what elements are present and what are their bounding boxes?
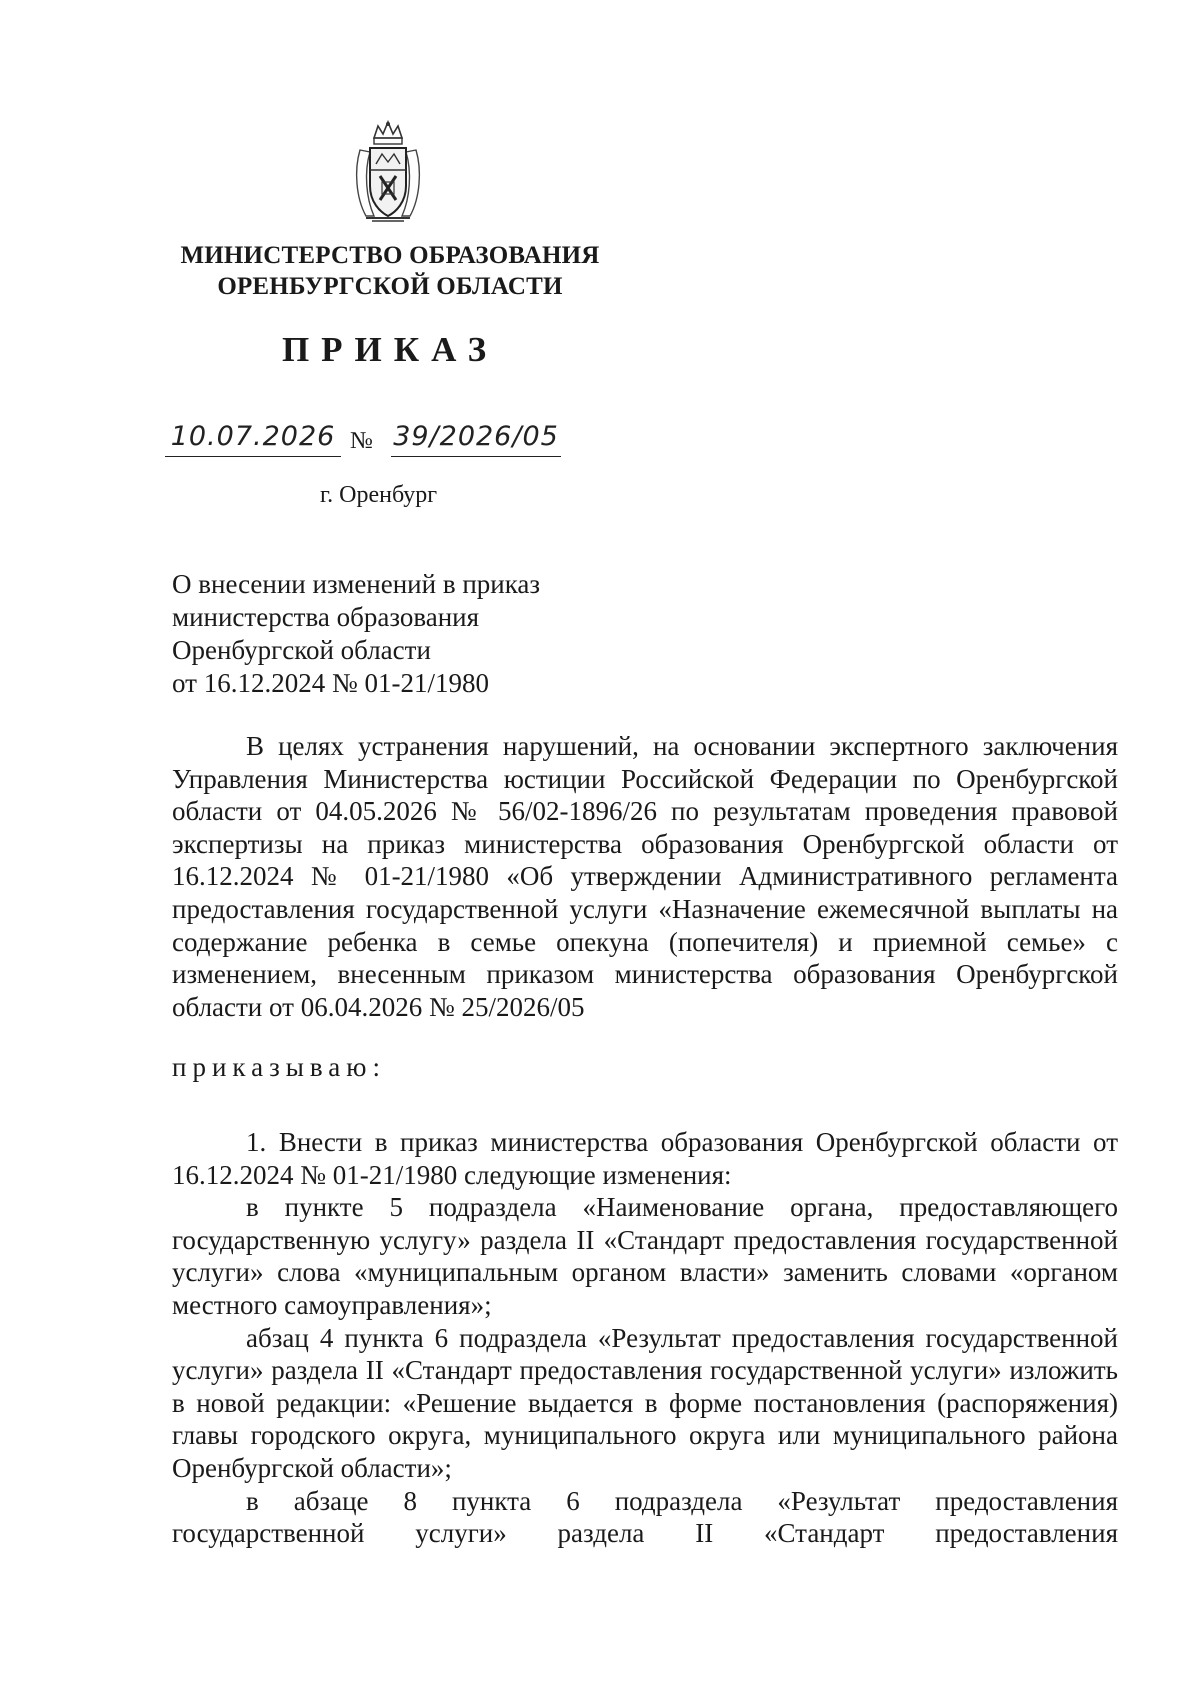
order-items [172,1126,1118,1550]
order-subject [172,568,592,700]
ministry-name-line2: ОРЕНБУРГСКОЙ ОБЛАСТИ [217,273,563,300]
preamble-paragraph: В целях устранения нарушений, на основании экспертного заключения Управления Министерства юстиции Российской Федерации по Оренбургской области от 04.05.2026 № 56/02-1896/26 по результатам проведения правовой экспертизы на приказ министерства образования Оренбургской области от 16.12.2024 № 01-21/1980 «Об утверждении Административного регламента предоставления государственной услуги «Назначение ежемесячной выплаты на содержание ребенка в семье опекуна (попечителя) и приемной семье» с изменением, внесенным приказом министерства образования Оренбургской области от 06.04.2026 № 25/2026/05 [172,731,1118,1022]
document-type-title: ПРИКАЗ [281,330,499,369]
ministry-name-line1: МИНИСТЕРСТВО ОБРАЗОВАНИЯ [180,242,600,269]
coat-of-arms-icon [352,120,424,224]
issue-city: г. Оренбург [320,482,438,508]
subject-line: министерства образования [172,602,480,632]
registration-line [165,420,605,460]
subject-line: Оренбургской области [172,635,431,665]
order-number-handwritten: 39/2026/05 [391,420,561,457]
number-sign: № [350,428,373,454]
preamble-block [172,730,1118,1023]
order-item-paragraph: 1. Внести в приказ министерства образования Оренбургской области от 16.12.2024 № 01-21/1980 следующие изменения: [172,1127,1118,1190]
subject-line: О внесении изменений в приказ [172,569,541,599]
ministry-name [150,240,630,302]
order-item-paragraph: в абзаце 8 пункта 6 подраздела «Результат предоставления государственной услуги» раздела II «Стандарт предоставления [172,1485,1118,1549]
order-item-paragraph: абзац 4 пункта 6 подраздела «Результат предоставления государственной услуги» раздела II «Стандарт предоставления государственной услуги» изложить в новой редакции: «Решение выдается в форме постановления (распоряжения) главы городского округа, муниципального округа или муниципального района Оренбургской области»; [172,1322,1118,1483]
decree-word: приказываю: [172,1052,386,1082]
order-date-handwritten: 10.07.2026 [165,420,341,457]
subject-line: от 16.12.2024 № 01-21/1980 [172,668,489,698]
order-item-paragraph: в пункте 5 подраздела «Наименование органа, предоставляющего государственную услугу» раздела II «Стандарт предоставления государственной услуги» слова «муниципальным органом власти» заменить словами «органом местного самоуправления»; [172,1192,1118,1320]
